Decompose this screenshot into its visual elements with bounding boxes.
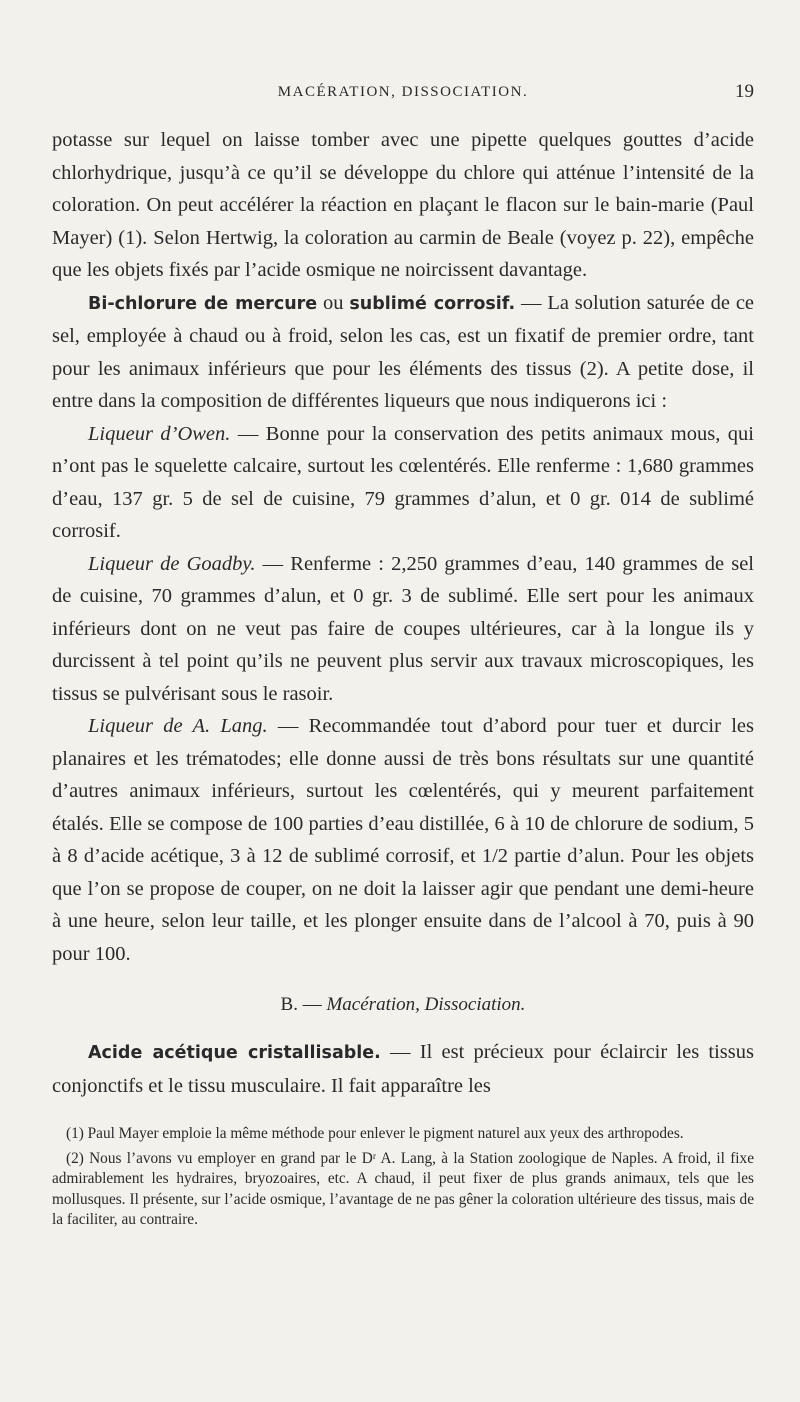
- paragraph-owen-text: — Bonne pour la conservation des petits animaux mous, qui n’ont pas le squelette calcaire, surtout les cœlentérés. Elle renferme : 1,680 grammes d’eau, 137 gr. 5 de sel de cuisine, 79 grammes d’alun, et 0 gr. 014 de sublimé corrosif.: [52, 422, 754, 542]
- connector-text: ou: [317, 291, 350, 314]
- body-text: [52, 124, 754, 1102]
- term-acide-acetique: Acide acétique cristallisable.: [88, 1043, 381, 1063]
- running-head: [52, 81, 754, 124]
- term-lang: Liqueur de A. Lang.: [88, 715, 268, 737]
- footnotes: [52, 1124, 754, 1231]
- section-title: Macération, Dissociation.: [326, 994, 526, 1015]
- paragraph-owen: [52, 418, 754, 548]
- paragraph-acide-acetique-text: — Il est précieux pour éclaircir les tissus conjonctifs et le tissu musculaire. Il fait apparaître les: [52, 1041, 754, 1097]
- term-sublime: sublimé corrosif.: [349, 293, 516, 314]
- paragraph-potasse: potasse sur lequel on laisse tomber avec une pipette quelques gouttes d’acide chlorhydrique, jusqu’à ce qu’il se développe du chlore qui atténue l’intensité de la coloration. On peut accélérer la réaction en plaçant le flacon sur le bain-marie (Paul Mayer) (1). Selon Hertwig, la coloration au carmin de Beale (voyez p. 22), empêche que les objets fixés par l’acide osmique ne noircissent davantage.: [52, 129, 754, 281]
- footnote-1: (1) Paul Mayer emploie la même méthode pour enlever le pigment naturel aux yeux des arthropodes.: [66, 1125, 684, 1142]
- section-prefix: B. —: [280, 994, 327, 1015]
- term-bichlorure: Bi-chlorure de mercure: [88, 293, 318, 314]
- book-page: [52, 81, 755, 1235]
- footnote-2: (2) Nous l’avons vu employer en grand par le Dʳ A. Lang, à la Station zoologique de Naples. A froid, il fixe admirablement les hydraires, bryozoaires, etc. A chaud, il peut fixer de plus grands animaux, tels que les mollusques. Il présente, sur l’acide osmique, l’avantage de ne pas gêner la coloration ultérieure des tissus, mais de la faciliter, au contraire.: [52, 1149, 754, 1228]
- paragraph-goadby-text: — Renferme : 2,250 grammes d’eau, 140 grammes de sel de cuisine, 70 grammes d’alun, et 0 gr. 3 de sublimé. Elle sert pour les animaux inférieurs dont on ne veut pas faire de coupes ultérieures, car à la longue ils y durcissent à tel point qu’ils ne peuvent plus servir aux travaux microscopiques, les tissus se pulvérisant sous le rasoir.: [52, 552, 754, 705]
- paragraph-bichlorure-text: — La solution saturée de ce sel, employée à chaud ou à froid, selon les cas, est un fixatif de premier ordre, tant pour les animaux inférieurs que pour les éléments des tissus (2). A petite dose, il entre dans la composition de différentes liqueurs que nous indiquerons ici :: [52, 291, 755, 412]
- paragraph-lang: [52, 710, 754, 970]
- term-owen: Liqueur d’Owen.: [88, 422, 231, 445]
- running-title: MACÉRATION, DISSOCIATION.: [277, 84, 529, 100]
- paragraph-lang-text: — Recommandée tout d’abord pour tuer et durcir les planaires et les trématodes; elle donne aussi de très bons résultats sur une quantité d’autres animaux inférieurs, surtout les cœlentérés, qui y meurent parfaitement étalés. Elle se compose de 100 parties d’eau distillée, 6 à 10 de chlorure de sodium, 5 à 8 d’acide acétique, 3 à 12 de sublimé corrosif, et 1/2 partie d’alun. Pour les objets que l’on se propose de couper, on ne doit la laisser agir que pendant une demi-heure à une heure, selon leur taille, et les plonger ensuite dans de l’alcool à 70, puis à 90 pour 100.: [52, 715, 754, 965]
- paragraph-bichlorure: [52, 287, 754, 418]
- paragraph-acide-acetique: [52, 1036, 754, 1102]
- paragraph-goadby: [52, 548, 754, 711]
- section-heading: [52, 994, 754, 1016]
- page-number: 19: [735, 81, 754, 102]
- term-goadby: Liqueur de Goadby.: [88, 552, 256, 575]
